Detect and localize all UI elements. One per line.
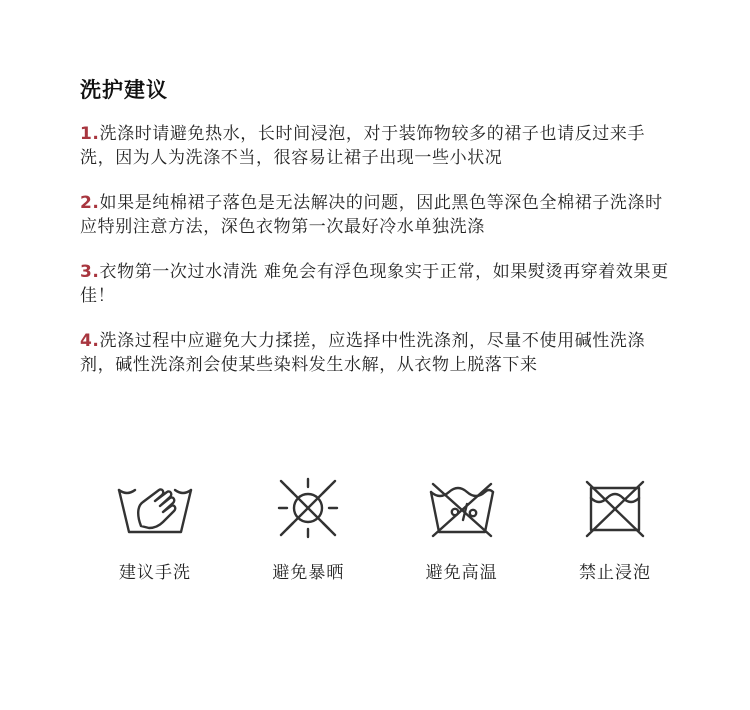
hand-wash-label: 建议手洗 — [119, 563, 191, 583]
tip-item-1 — [80, 122, 680, 170]
no-soak-icon — [575, 474, 655, 542]
no-sun-icon — [268, 474, 348, 542]
care-item-no-hot-water — [397, 474, 527, 583]
care-item-hand-wash — [90, 474, 220, 583]
tip-text: 如果是纯棉裙子落色是无法解决的问题，因此黑色等深色全棉裙子洗涤时应特别注意方法，深色衣物第一次最好冷水单独洗涤 — [80, 193, 663, 237]
tip-item-3 — [80, 260, 680, 308]
care-item-no-sun — [243, 474, 373, 583]
care-tips-list — [80, 122, 680, 398]
hand-wash-icon — [115, 474, 195, 542]
no-soak-label: 禁止浸泡 — [578, 563, 651, 583]
tip-text: 洗涤过程中应避免大力揉搓，应选择中性洗涤剂，尽量不使用碱性洗涤剂，碱性洗涤剂会使某些染料发生水解，从衣物上脱落下来 — [80, 331, 646, 375]
tip-number: 3. — [80, 262, 100, 282]
tip-item-2 — [80, 191, 680, 239]
no-hot-water-label: 避免高温 — [425, 563, 498, 583]
tip-number: 1. — [80, 124, 100, 144]
tip-item-4 — [80, 329, 680, 377]
no-sun-label: 避免暴晒 — [272, 563, 345, 583]
tip-text: 衣物第一次过水清洗 难免会有浮色现象实于正常，如果熨烫再穿着效果更佳！ — [80, 262, 669, 306]
care-item-no-soak — [550, 474, 680, 583]
page-title: 洗护建议 — [80, 78, 168, 102]
care-icons-row — [90, 474, 680, 583]
tip-number: 4. — [80, 331, 100, 351]
no-hot-water-icon — [422, 474, 502, 542]
tip-number: 2. — [80, 193, 100, 213]
tip-text: 洗涤时请避免热水，长时间浸泡，对于装饰物较多的裙子也请反过来手洗，因为人为洗涤不当，很容易让裙子出现一些小状况 — [80, 124, 646, 168]
